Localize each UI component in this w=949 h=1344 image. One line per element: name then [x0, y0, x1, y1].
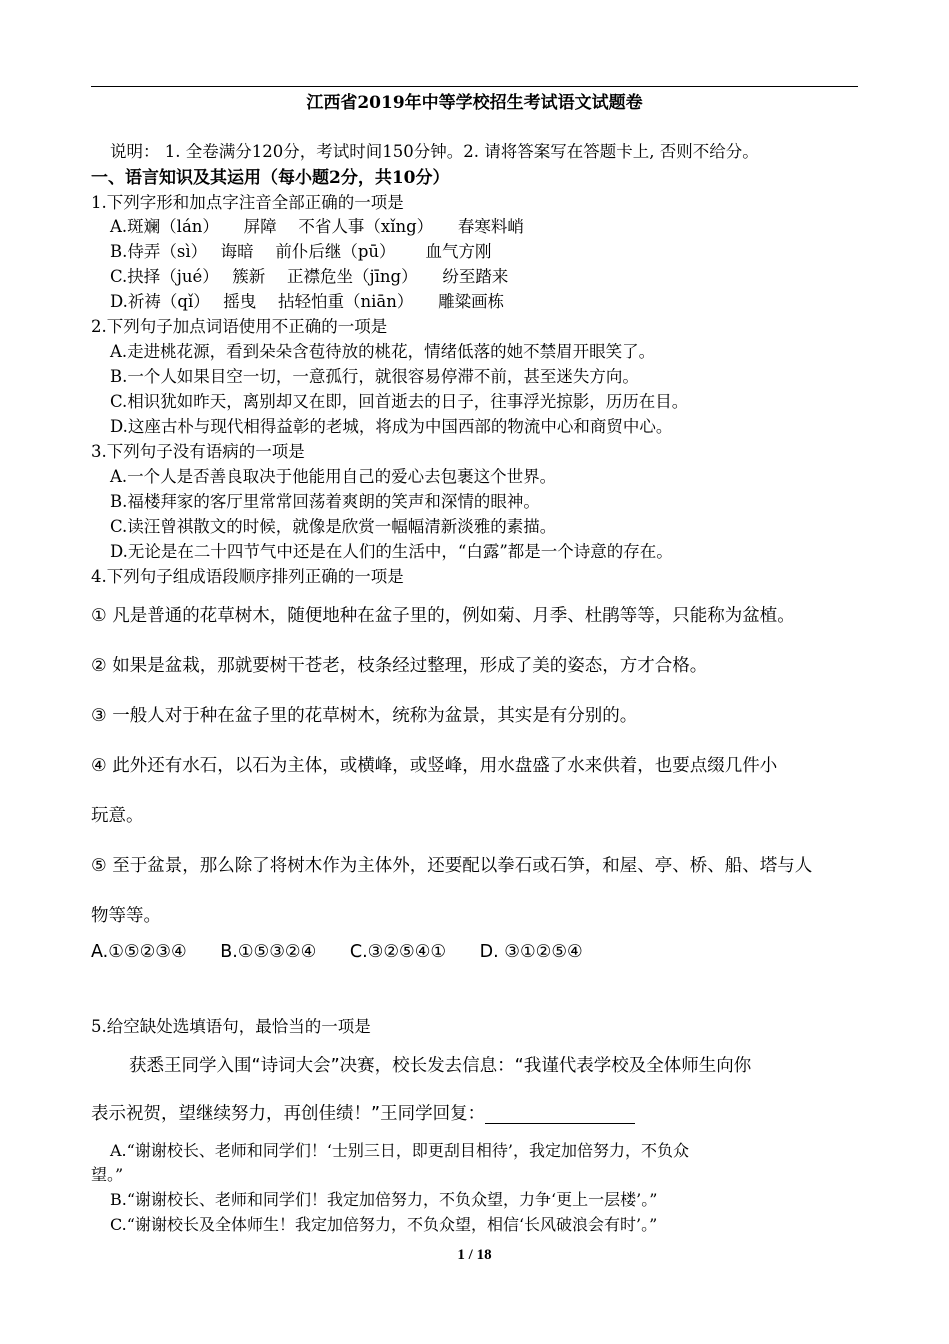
q3-stem: 3.下列句子没有语病的一项是 [91, 442, 305, 461]
q4-answer-a: A.①⑤②③④ [91, 942, 187, 962]
q5-passage-line1: 获悉王同学入围“诗词大会”决赛，校长发去信息：“我谨代表学校及全体师生向你 [129, 1056, 752, 1076]
exam-title: 江西省2019年中等学校招生考试语文试题卷 [306, 93, 643, 113]
q4-sentence-1: ① 凡是普通的花草树木，随便地种在盆子里的，例如菊、月季、杜鹃等等，只能称为盆植。 [91, 606, 795, 626]
header-rule [91, 86, 858, 87]
q5-option-b: B.“谢谢校长、老师和同学们！我定加倍努力，不负众望，力争‘更上一层楼’。” [110, 1190, 658, 1209]
q5-option-c: C.“谢谢校长及全体师生！我定加倍努力，不负众望，相信‘长风破浪会有时’。” [110, 1215, 658, 1234]
instructions: 说明： 1. 全卷满分120分，考试时间150分钟。2. 请将答案写在答题卡上, 否则不给分。 [110, 142, 759, 161]
q5-passage-text: 表示祝贺，望继续努力，再创佳绩！”王同学回复： [91, 1104, 486, 1124]
page-number: 1 / 18 [457, 1247, 492, 1263]
q1-option-c: C.抉择（jué） 簇新 正襟危坐（jīng） 纷至踏来 [110, 267, 509, 286]
q3-option-c: C.读汪曾祺散文的时候，就像是欣赏一幅幅清新淡雅的素描。 [110, 517, 557, 536]
q5-passage-line2 [91, 1106, 635, 1124]
q2-option-b: B.一个人如果目空一切，一意孤行，就很容易停滞不前，甚至迷失方向。 [110, 367, 639, 386]
q4-sentence-3: ③ 一般人对于种在盆子里的花草树木，统称为盆景，其实是有分别的。 [91, 706, 638, 726]
section-heading: 一、语言知识及其运用（每小题2分，共10分） [91, 168, 450, 188]
q2-option-d: D.这座古朴与现代相得益彰的老城，将成为中国西部的物流中心和商贸中心。 [110, 417, 673, 436]
q3-option-b: B.福楼拜家的客厅里常常回荡着爽朗的笑声和深情的眼神。 [110, 492, 540, 511]
q4-answer-options [91, 944, 611, 962]
q3-option-a: A.一个人是否善良取决于他能用自己的爱心去包裹这个世界。 [110, 467, 557, 486]
q4-sentence-5: ⑤ 至于盆景，那么除了将树木作为主体外，还要配以拳石或石笋，和屋、亭、桥、船、塔与人 [91, 856, 813, 876]
q3-option-d: D.无论是在二十四节气中还是在人们的生活中，“白露”都是一个诗意的存在。 [110, 542, 673, 561]
q4-stem: 4.下列句子组成语段顺序排列正确的一项是 [91, 567, 404, 586]
q4-answer-c: C.③②⑤④① [349, 942, 447, 962]
q2-option-a: A.走进桃花源，看到朵朵含苞待放的桃花，情绪低落的她不禁眉开眼笑了。 [110, 342, 656, 361]
q1-option-d: D.祈祷（qǐ） 摇曳 拈轻怕重（niān） 雕粱画栋 [110, 292, 505, 311]
q5-option-a: A.“谢谢校长、老师和同学们！‘士别三日，即更刮目相待’，我定加倍努力，不负众 [110, 1141, 689, 1160]
q5-stem: 5.给空缺处选填语句，最恰当的一项是 [91, 1017, 371, 1036]
q5-option-a-cont: 望。” [91, 1165, 124, 1184]
answer-blank [485, 1107, 635, 1124]
q4-answer-d: D. ③①②⑤④ [479, 942, 583, 962]
q1-option-b: B.侍弄（sì） 诲暗 前仆后继（pū） 血气方刚 [110, 242, 492, 261]
q4-sentence-5-cont: 物等等。 [91, 906, 161, 926]
q1-stem: 1.下列字形和加点字注音全部正确的一项是 [91, 193, 404, 212]
q2-option-c: C.相识犹如昨天，离别却又在即，回首逝去的日子，往事浮光掠影，历历在目。 [110, 392, 689, 411]
q1-option-a: A.斑斓（lán） 屏障 不省人事（xǐng） 春寒料峭 [110, 217, 524, 236]
q4-sentence-4: ④ 此外还有水石，以石为主体，或横峰，或竖峰，用水盘盛了水来供着，也要点缀几件小 [91, 756, 778, 776]
q4-answer-b: B.①⑤③②④ [220, 942, 317, 962]
q4-sentence-4-cont: 玩意。 [91, 806, 144, 826]
q2-stem: 2.下列句子加点词语使用不正确的一项是 [91, 317, 388, 336]
q4-sentence-2: ② 如果是盆栽，那就要树干苍老，枝条经过整理，形成了美的姿态，方才合格。 [91, 656, 708, 676]
